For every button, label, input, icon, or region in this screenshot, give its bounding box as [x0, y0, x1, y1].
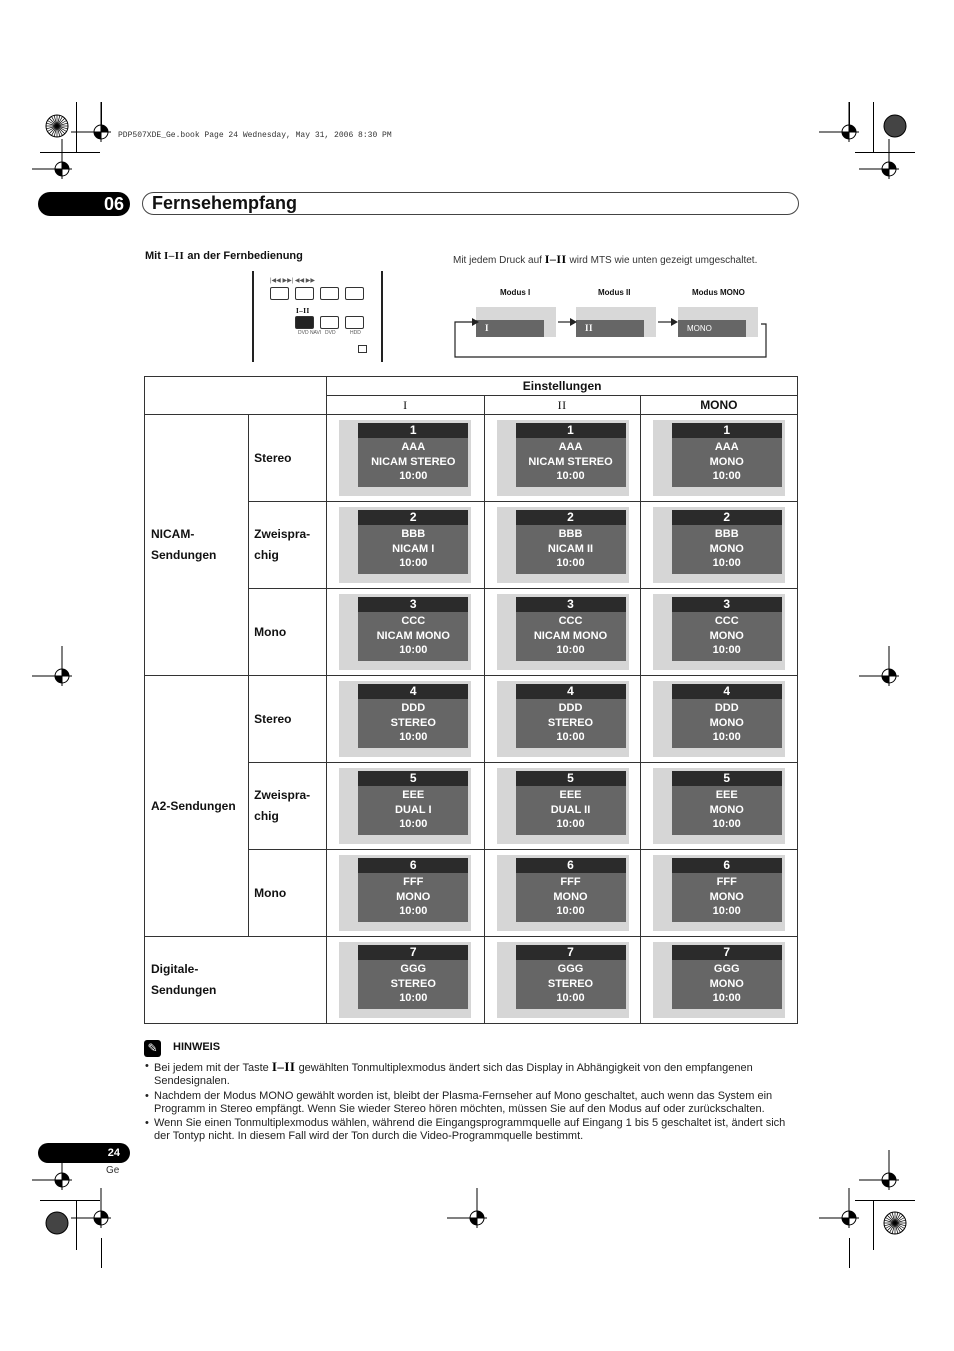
osd-panel	[672, 684, 782, 748]
tv-screen	[653, 942, 785, 1018]
clock-time: 10:00	[712, 557, 741, 569]
osd-panel	[516, 423, 626, 487]
row-group-label-line: Sendungen	[151, 983, 217, 997]
clock-time: 10:00	[556, 644, 585, 656]
channel-name: DDD	[714, 702, 739, 714]
clock-time: 10:00	[399, 731, 428, 743]
note-heading: HINWEIS	[173, 1041, 221, 1053]
clock-time: 10:00	[556, 557, 585, 569]
osd-cell	[640, 502, 797, 589]
registration-target-icon	[44, 1210, 84, 1250]
note-key: I–II	[271, 1059, 296, 1074]
row-group-label	[145, 676, 249, 937]
clock-time: 10:00	[556, 818, 585, 830]
row-type-label	[249, 850, 327, 937]
osd-panel	[516, 858, 626, 922]
row-type-label	[249, 589, 327, 676]
sound-mode: MONO	[396, 890, 431, 903]
osd-panel	[672, 423, 782, 487]
row-type-label-line: Stereo	[254, 711, 292, 726]
channel-number: 6	[672, 858, 782, 873]
sound-mode: NICAM STEREO	[528, 455, 613, 468]
osd-panel	[672, 945, 782, 1009]
channel-name: AAA	[714, 441, 739, 453]
table-row	[145, 676, 798, 763]
heading-key: I–II	[163, 250, 185, 262]
section-heading	[145, 250, 303, 262]
osd-panel	[358, 423, 468, 487]
crop-line	[855, 1200, 915, 1201]
sound-mode: MONO	[709, 542, 744, 555]
clock-time: 10:00	[712, 905, 741, 917]
remote-button	[320, 316, 339, 329]
osd-cell	[327, 850, 484, 937]
clock-time: 10:00	[556, 992, 585, 1004]
osd-cell	[484, 415, 640, 502]
column-header-I: I	[327, 396, 484, 415]
row-group-label	[145, 415, 249, 676]
channel-number: 4	[358, 684, 468, 699]
channel-name: GGG	[713, 963, 740, 975]
osd-panel	[672, 510, 782, 574]
chapter-number: 06	[38, 192, 130, 216]
heading-pre: Mit	[145, 250, 161, 262]
mode-cycle-arrows	[450, 314, 770, 360]
crop-line	[101, 1238, 102, 1268]
tv-screen	[339, 594, 471, 670]
osd-panel	[358, 597, 468, 661]
row-type-label-line: Stereo	[254, 450, 292, 465]
mode-label-2: Modus II	[598, 288, 631, 297]
sound-mode: STEREO	[390, 716, 436, 729]
osd-cell	[640, 415, 797, 502]
channel-name: EEE	[715, 789, 738, 801]
tv-screen	[497, 768, 629, 844]
registration-target-icon	[882, 1210, 922, 1250]
settings-table	[144, 376, 798, 1024]
osd-panel	[358, 510, 468, 574]
channel-name: AAA	[558, 441, 583, 453]
sound-mode: MONO	[553, 890, 588, 903]
osd-cell	[484, 850, 640, 937]
remote-button	[295, 287, 314, 300]
osd-panel	[672, 771, 782, 835]
row-type-label	[249, 502, 327, 589]
clock-time: 10:00	[399, 992, 428, 1004]
channel-name: EEE	[402, 789, 425, 801]
registration-crosshair-icon	[859, 1150, 899, 1190]
osd-cell	[327, 415, 484, 502]
osd-cell	[327, 502, 484, 589]
table-row	[145, 415, 798, 502]
tv-screen	[339, 420, 471, 496]
channel-name: BBB	[401, 528, 426, 540]
mts-button	[295, 316, 314, 329]
channel-name: FFF	[560, 876, 581, 888]
bullet: •	[145, 1117, 149, 1130]
osd-panel	[672, 858, 782, 922]
crop-line	[855, 152, 915, 153]
osd-panel	[358, 945, 468, 1009]
registration-crosshair-icon	[819, 1188, 859, 1228]
channel-number: 1	[358, 423, 468, 438]
note-item	[145, 1117, 803, 1144]
tv-screen	[497, 594, 629, 670]
table-corner	[145, 377, 327, 415]
tv-screen	[497, 420, 629, 496]
crop-line	[76, 102, 77, 152]
crop-line	[40, 152, 100, 153]
osd-panel	[516, 597, 626, 661]
osd-cell	[640, 763, 797, 850]
row-type-label	[249, 763, 327, 850]
heading-post: an der Fernbedienung	[187, 250, 303, 262]
osd-cell	[327, 589, 484, 676]
osd-panel	[358, 684, 468, 748]
clock-time: 10:00	[712, 818, 741, 830]
sound-mode: DUAL I	[395, 803, 432, 816]
note-item	[145, 1060, 803, 1089]
clock-time: 10:00	[712, 470, 741, 482]
osd-cell	[484, 763, 640, 850]
clock-time: 10:00	[399, 470, 428, 482]
tv-screen	[497, 942, 629, 1018]
channel-name: BBB	[714, 528, 739, 540]
clock-time: 10:00	[712, 992, 741, 1004]
osd-cell	[640, 937, 797, 1024]
row-group-label-line: Digitale-	[151, 962, 199, 976]
remote-button	[345, 316, 364, 329]
row-type-label-line: Zweispra-	[254, 527, 311, 541]
remote-label-hdd: HDD	[350, 330, 361, 336]
note-text: Wenn Sie einen Tonmultiplexmodus wählen, während die Eingangsprogrammquelle auf Eingang 1 bis 5 geschaltet ist, ändert sich der Tontyp nicht. In diesem Fall wird der Ton durch die Video-Programmquelle bestimmt.	[154, 1117, 786, 1143]
channel-name: GGG	[557, 963, 584, 975]
channel-number: 5	[672, 771, 782, 786]
clock-time: 10:00	[712, 731, 741, 743]
osd-cell	[640, 589, 797, 676]
registration-target-icon	[882, 113, 922, 153]
osd-panel	[672, 597, 782, 661]
sound-mode: MONO	[709, 716, 744, 729]
osd-cell	[640, 676, 797, 763]
note-text-post: gewählten Tonmultiplexmodus ändert sich das Display in Abhängigkeit von den empfangenen Sendesignalen.	[154, 1062, 753, 1088]
channel-name: BBB	[558, 528, 583, 540]
registration-crosshair-icon	[859, 646, 899, 686]
row-type-label	[249, 415, 327, 502]
sound-mode: NICAM I	[392, 542, 435, 555]
registration-crosshair-icon	[447, 1188, 487, 1228]
crop-line	[40, 1200, 100, 1201]
note-text: Nachdem der Modus MONO gewählt worden ist, bleibt der Plasma-Fernseher auf Mono geschaltet, auch wenn das System ein Programm in Stereo empfängt. Wenn Sie wieder Stereo hören möchten, müssen Sie auf den Modus auf oder zurückschalten.	[154, 1089, 773, 1115]
channel-number: 3	[516, 597, 626, 612]
row-group-label	[145, 937, 327, 1024]
tv-screen	[653, 594, 785, 670]
sound-mode: NICAM STEREO	[371, 455, 456, 468]
channel-name: CCC	[558, 615, 583, 627]
bullet: •	[145, 1060, 149, 1072]
registration-target-icon	[44, 113, 84, 153]
channel-number: 1	[516, 423, 626, 438]
remote-label-dvdnavi: DVD NAVI	[298, 330, 322, 336]
crop-line	[849, 102, 850, 132]
page-number: 24	[38, 1143, 130, 1163]
channel-number: 7	[672, 945, 782, 960]
channel-number: 4	[672, 684, 782, 699]
print-info: PDP507XDE_Ge.book Page 24 Wednesday, May 31, 2006 8:30 PM	[118, 131, 392, 140]
osd-panel	[516, 510, 626, 574]
language-code: Ge	[106, 1165, 120, 1176]
osd-cell	[484, 589, 640, 676]
row-group-label-line: NICAM-	[151, 527, 195, 541]
sound-mode: MONO	[709, 977, 744, 990]
channel-name: FFF	[716, 876, 737, 888]
instruction-pre: Mit jedem Druck auf	[453, 255, 542, 266]
note-list	[145, 1060, 803, 1145]
mode-screen-1-text: I	[476, 320, 544, 337]
channel-name: GGG	[400, 963, 427, 975]
tv-screen	[339, 942, 471, 1018]
mode-screen-2-text: II	[576, 320, 644, 337]
mode-label-3: Modus MONO	[692, 288, 745, 297]
row-type-label-line: Mono	[254, 624, 287, 639]
row-type-label-line: chig	[254, 809, 279, 823]
channel-number: 3	[672, 597, 782, 612]
channel-number: 7	[358, 945, 468, 960]
remote-button	[270, 287, 289, 300]
remote-button	[320, 287, 339, 300]
tv-screen	[653, 855, 785, 931]
channel-number: 1	[672, 423, 782, 438]
channel-number: 6	[516, 858, 626, 873]
channel-number: 2	[358, 510, 468, 525]
tv-screen	[653, 768, 785, 844]
instruction-key: I–II	[544, 252, 567, 266]
sound-mode: STEREO	[547, 977, 594, 990]
remote-label-dvd: DVD	[325, 330, 336, 336]
note-pencil-icon: ✎	[144, 1040, 161, 1057]
osd-cell	[640, 850, 797, 937]
channel-number: 4	[516, 684, 626, 699]
crop-line	[849, 1238, 850, 1268]
row-type-label-line: chig	[254, 548, 279, 562]
sound-mode: MONO	[709, 629, 744, 642]
tv-screen	[497, 507, 629, 583]
row-group-label-line: A2-Sendungen	[151, 798, 236, 813]
osd-panel	[358, 858, 468, 922]
channel-number: 6	[358, 858, 468, 873]
tv-screen	[653, 681, 785, 757]
row-group-label-line: Sendungen	[151, 548, 217, 562]
tv-screen	[497, 681, 629, 757]
tv-screen	[339, 507, 471, 583]
osd-panel	[358, 771, 468, 835]
osd-cell	[484, 937, 640, 1024]
channel-number: 5	[516, 771, 626, 786]
chapter-title: Fernsehempfang	[152, 193, 298, 213]
channel-name: DDD	[558, 702, 583, 714]
channel-name: DDD	[401, 702, 426, 714]
channel-name: AAA	[401, 441, 426, 453]
mode-label-1: Modus I	[500, 288, 531, 297]
tv-screen	[339, 855, 471, 931]
crop-line	[873, 102, 874, 152]
note-text: Bei jedem mit der Taste	[154, 1062, 269, 1074]
column-header-mono: MONO	[640, 396, 797, 415]
sound-mode: MONO	[709, 803, 744, 816]
clock-time: 10:00	[399, 557, 428, 569]
tv-screen	[339, 681, 471, 757]
registration-crosshair-icon	[819, 102, 859, 142]
channel-number: 2	[672, 510, 782, 525]
crop-line	[101, 102, 102, 132]
clock-time: 10:00	[556, 731, 585, 743]
sound-mode: DUAL II	[550, 803, 591, 816]
row-type-label-line: Mono	[254, 885, 287, 900]
osd-cell	[327, 676, 484, 763]
crop-line	[76, 1200, 77, 1250]
sound-mode: NICAM MONO	[533, 629, 608, 642]
channel-number: 5	[358, 771, 468, 786]
sound-mode: NICAM MONO	[376, 629, 450, 642]
sound-mode: MONO	[709, 890, 744, 903]
osd-cell	[327, 937, 484, 1024]
clock-time: 10:00	[399, 818, 428, 830]
tv-screen	[653, 507, 785, 583]
channel-name: EEE	[559, 789, 582, 801]
remote-button	[345, 287, 364, 300]
row-type-label-line: Zweispra-	[254, 788, 311, 802]
instruction-post: wird MTS wie unten gezeigt umgeschaltet.	[569, 255, 758, 266]
tv-screen	[653, 420, 785, 496]
clock-time: 10:00	[399, 644, 428, 656]
column-header-II: II	[484, 396, 640, 415]
sound-mode: MONO	[709, 455, 744, 468]
tv-screen	[497, 855, 629, 931]
clock-time: 10:00	[712, 644, 741, 656]
channel-number: 2	[516, 510, 626, 525]
tv-screen	[339, 768, 471, 844]
osd-cell	[327, 763, 484, 850]
row-type-label	[249, 676, 327, 763]
registration-crosshair-icon	[32, 646, 72, 686]
sound-mode: NICAM II	[547, 542, 594, 555]
skip-icons: |◀◀ ▶▶| ◀◀ ▶▶	[270, 278, 316, 284]
mode-screen-3-text: MONO	[678, 320, 746, 337]
remote-small-icon	[358, 345, 367, 353]
osd-panel	[516, 945, 626, 1009]
osd-cell	[484, 676, 640, 763]
table-header-einstellungen: Einstellungen	[327, 377, 798, 396]
remote-illustration	[252, 271, 383, 362]
instruction-text	[453, 252, 757, 267]
channel-number: 7	[516, 945, 626, 960]
channel-name: CCC	[401, 615, 426, 627]
channel-name: CCC	[714, 615, 739, 627]
clock-time: 10:00	[556, 470, 585, 482]
table-row	[145, 937, 798, 1024]
remote-key-label: I–II	[296, 307, 310, 315]
clock-time: 10:00	[399, 905, 428, 917]
channel-number: 3	[358, 597, 468, 612]
osd-cell	[484, 502, 640, 589]
channel-name: FFF	[403, 876, 424, 888]
clock-time: 10:00	[556, 905, 585, 917]
bullet: •	[145, 1089, 149, 1102]
sound-mode: STEREO	[547, 716, 594, 729]
sound-mode: STEREO	[390, 977, 436, 990]
osd-panel	[516, 684, 626, 748]
crop-line	[873, 1200, 874, 1250]
osd-panel	[516, 771, 626, 835]
note-item	[145, 1090, 803, 1117]
